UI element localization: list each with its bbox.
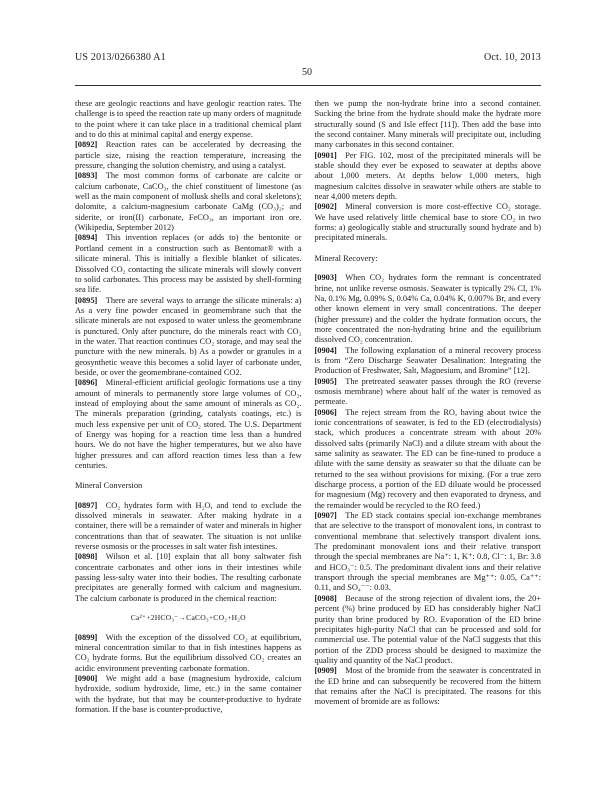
paragraph-number: [0893] xyxy=(75,171,98,181)
numbered-paragraph: [0904] The following explanation of a mineral recovery process is from “Zero Discharge Seawater Desalination: Integrating the Production of Freshwater, Salt, Magnesium, and Bromine” [12]. xyxy=(314,345,541,376)
numbered-paragraph: [0895] There are several ways to arrange the silicate minerals: a) As a very fine powder encased in geomembrane such that the silicate minerals are not exposed to water unless the geomembrane is punctured. Only after puncture, do the minerals react with CO₂ in the water. That reaction continues CO₂ storage, and may seal the puncture with the new minerals. b) As a powder or granules in a geosynthetic weave this becomes a solid layer of carbonate under, beside, or over the geomembrane-contained CO2. xyxy=(75,295,302,377)
numbered-paragraph: [0894] This invention replaces (or adds to) the bentonite or Portland cement in a construction such as Bentomat® with a silicate mineral. This is initially a flexible blanket of silicates. Dissolved CO₂ contacting the silicate minerals will slowly convert to solid carbonates. This process may be assisted by shell-forming sea life. xyxy=(75,233,302,295)
paragraph-number: [0907] xyxy=(314,511,337,521)
section-heading: Mineral Recovery: xyxy=(314,253,378,263)
page-header xyxy=(0,52,614,63)
paragraph-number: [0901] xyxy=(314,150,337,160)
left-column xyxy=(75,99,302,715)
paragraph-number: [0902] xyxy=(314,202,337,212)
numbered-paragraph: [0900] We might add a base (magnesium hydroxide, calcium hydroxide, sodium hydroxide, lime, etc.) in the same container with the hydrate, but that may be counter-productive to hydrate formation. If the base is counter-productive, xyxy=(75,673,302,714)
paragraph-number: [0904] xyxy=(314,345,337,355)
right-column xyxy=(315,99,542,715)
numbered-paragraph: [0909] Most of the bromide from the seawater is concentrated in the ED brine and can subsequently be recovered from the bittern that remains after the NaCl is precipitated. The reasons for this movement of bromide are as follows: xyxy=(314,666,541,707)
numbered-paragraph: [0899] With the exception of the dissolved CO₂ at equilibrium, mineral concentration similar to that in fish intestines happens as CO₂ hydrate forms. But the equilibrium dissolved CO₂ creates an acidic environment preventing carbonate formation. xyxy=(75,632,302,673)
numbered-paragraph: [0896] Mineral-efficient artificial geologic formations use a tiny amount of minerals to permanently store large volumes of CO₂, instead of employing about the same amount of minerals as CO₂. The minerals preparation (grinding, catalysts coatings, etc.) is much less expensive per unit of CO₂ stored. The U.S. Department of Energy was hoping for a reaction time less than a hundred hours. We do not have the higher temperatures, but we also have higher pressures and can afford reaction times less than a few centuries. xyxy=(75,378,302,471)
paragraph-number: [0898] xyxy=(75,552,98,562)
patent-number: US 2013/0266380 A1 xyxy=(75,52,166,63)
paragraph-number: [0899] xyxy=(75,632,98,642)
publication-date: Oct. 10, 2013 xyxy=(483,52,541,63)
numbered-paragraph: [0893] The most common forms of carbonate are calcite or calcium carbonate, CaCO₃, the chief constituent of limestone (as well as the main component of mollusk shells and coral skeletons); dolomite, a calcium-magnesium carbonate CaMg (CO₃)₂; and siderite, or iron(II) carbonate, FeCO₃, an important iron ore. (Wikipedia, September 2012) xyxy=(75,171,302,233)
section-heading: Mineral Conversion xyxy=(75,481,143,491)
page-number: 50 xyxy=(302,67,312,78)
numbered-paragraph: [0908] Because of the strong rejection of divalent ions, the 20+ percent (%) brine produced by ED has considerably higher NaCl purity than brine produced by RO. Evaporation of the ED brine precipitates high-purity NaCl that can be processed and sold for commercial use. The potential value of the NaCl suggests that this portion of the ZDD process should be designed to maximize the quality and quantity of the NaCl product. xyxy=(314,593,541,665)
document-body xyxy=(0,86,614,715)
paragraph-number: [0896] xyxy=(75,378,98,388)
paragraph-number: [0892] xyxy=(75,140,98,150)
numbered-paragraph: [0892] Reaction rates can be accelerated by decreasing the particle size, raising the reaction temperature, increasing the pressure, changing the solution chemistry, and using a catalyst. xyxy=(75,140,302,171)
chemical-equation: Ca²⁺+2HCO₃⁻→CaCO₃+CO₂+H₂O xyxy=(130,613,246,623)
numbered-paragraph: [0897] CO₂ hydrates form with H₂O, and tend to exclude the dissolved minerals in seawater. After making hydrate in a container, there will be a remainder of water and minerals in higher concentrations than that of seawater. The situation is not unlike reverse osmosis or the processes in salt water fish intestines. xyxy=(75,500,302,552)
numbered-paragraph: [0903] When CO₂ hydrates form the remnant is concentrated brine, not unlike reverse osmosis. Seawater is typically 2% Cl, 1% Na, 0.1% Mg, 0.09% S, 0.04% Ca, 0.04% K, 0.007% Br, and every other known element in very small concentrations. The deeper (higher pressure) and the colder the hydrate formation occurs, the more concentrated the non-hydrating brine and the equilibrium dissolved CO₂ concentration. xyxy=(314,273,541,345)
paragraph-number: [0897] xyxy=(75,500,98,510)
paragraph-number: [0906] xyxy=(314,407,337,417)
paragraph-number: [0895] xyxy=(75,295,98,305)
continuation-paragraph: these are geologic reactions and have geologic reaction rates. The challenge is to speed the reaction rate up many orders of magnitude to the point where it can take place in a traditional chemical plant and to do this at minimal capital and energy expense. xyxy=(75,99,302,140)
paragraph-number: [0894] xyxy=(75,233,98,243)
paragraph-number: [0905] xyxy=(314,376,337,386)
numbered-paragraph: [0902] Mineral conversion is more cost-effective CO₂ storage. We have used relatively little chemical base to store CO₂ in two forms: a) geologically stable and structurally sound hydrate and b) precipitated minerals. xyxy=(314,202,541,243)
paragraph-number: [0900] xyxy=(75,673,98,683)
paragraph-number: [0909] xyxy=(314,666,337,676)
paragraph-number: [0903] xyxy=(314,273,337,283)
numbered-paragraph: [0907] The ED stack contains special ion-exchange membranes that are selective to the transport of monovalent ions, in contrast to conventional membrane that selectively transport divalent ions. The predominant monovalent ions and their relative transport through the special membranes are Na⁺: 1, K⁺: 0.8, Cl⁻: 1, Br: 3.8 and HCO₃⁻: 0.5. The predominant divalent ions and their relative transport through the special membranes are Mg⁺⁺: 0.05, Ca⁺⁺: 0.11, and SO₄⁻⁻: 0.03. xyxy=(314,511,541,593)
numbered-paragraph: [0898] Wilson et al. [10] explain that all bony saltwater fish concentrate carbonates and other ions in their intestines while passing less-salty water into their bodies. The resulting carbonate precipitates are generally formed with calcium and magnesium. The calcium carbonate is produced in the chemical reaction: xyxy=(75,552,302,603)
numbered-paragraph: [0906] The reject stream from the RO, having about twice the ionic concentrations of seawater, is fed to the ED (electrodialysis) stack, which produces a concentrate stream with about 20% dissolved salts (primarily NaCl) and a dilute stream with about the same salinity as seawater. The ED can be fine-tuned to produce a dilute with the same density as seawater so that the diluate can be returned to the sea without provisions for mixing. (For a true zero discharge process, a portion of the ED diluate would be processed for magnesium (Mg) recovery and then evaporated to dryness, and the remainder would be recycled to the RO feed.) xyxy=(314,407,541,510)
paragraph-number: [0908] xyxy=(314,593,337,603)
numbered-paragraph: [0901] Per FIG. 102, most of the precipitated minerals will be stable should they ever be exposed to seawater at depths above about 1,000 meters. At depths below 1,000 meters, high magnesium calcites dissolve in seawater while others are stable to near 4,000 meters depth. xyxy=(314,150,541,202)
continuation-paragraph: then we pump the non-hydrate brine into a second container. Sucking the brine from the hydrate should make the hydrate more structurally sound (S and Isle effect [11]). Then add the base into the second container. Many minerals will precipitate out, including many carbonates in this second container. xyxy=(314,99,541,150)
numbered-paragraph: [0905] The pretreated seawater passes through the RO (reverse osmosis membrane) where about half of the water is removed as permeate. xyxy=(314,376,541,407)
